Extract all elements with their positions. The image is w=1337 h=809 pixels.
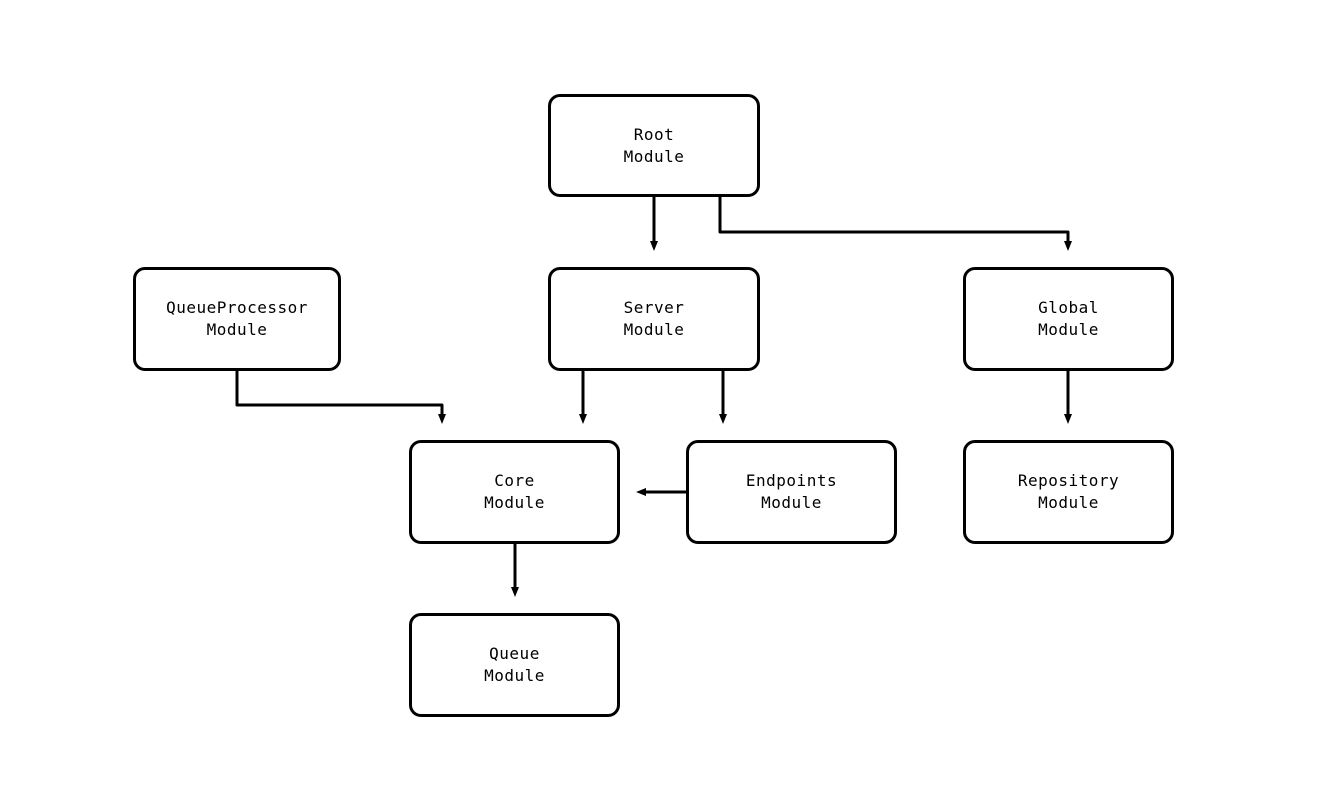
node-server-module-line1: Server	[623, 298, 685, 317]
node-queueprocessor-module-line1: QueueProcessor	[166, 298, 308, 317]
node-global-module-line2: Module	[1038, 320, 1099, 339]
node-endpoints-module-line1: Endpoints	[745, 471, 838, 490]
node-queue-module[interactable]	[409, 613, 620, 717]
node-repository-module-line1: Repository	[1017, 471, 1120, 490]
node-queue-module-line2: Module	[484, 666, 545, 685]
node-server-module-line2: Module	[623, 320, 685, 339]
edge-root-to-global	[720, 197, 1068, 247]
node-repository-module[interactable]	[963, 440, 1174, 544]
node-server-module[interactable]	[548, 267, 760, 371]
edge-queueprocessor-to-core	[237, 371, 442, 420]
node-global-module-line1: Global	[1038, 298, 1099, 317]
node-queueprocessor-module[interactable]	[133, 267, 341, 371]
node-root-module-line1: Root	[633, 124, 675, 144]
node-core-module-line1: Core	[494, 471, 535, 490]
node-root-module[interactable]	[548, 94, 760, 197]
node-queue-module-line1: Queue	[489, 644, 540, 663]
node-core-module-line2: Module	[484, 493, 545, 512]
node-endpoints-module[interactable]	[686, 440, 897, 544]
node-queueprocessor-module-line2: Module	[206, 320, 268, 339]
node-core-module[interactable]	[409, 440, 620, 544]
node-endpoints-module-line2: Module	[761, 493, 822, 512]
node-repository-module-line2: Module	[1038, 493, 1099, 512]
node-global-module[interactable]	[963, 267, 1174, 371]
node-root-module-line2: Module	[623, 146, 685, 166]
